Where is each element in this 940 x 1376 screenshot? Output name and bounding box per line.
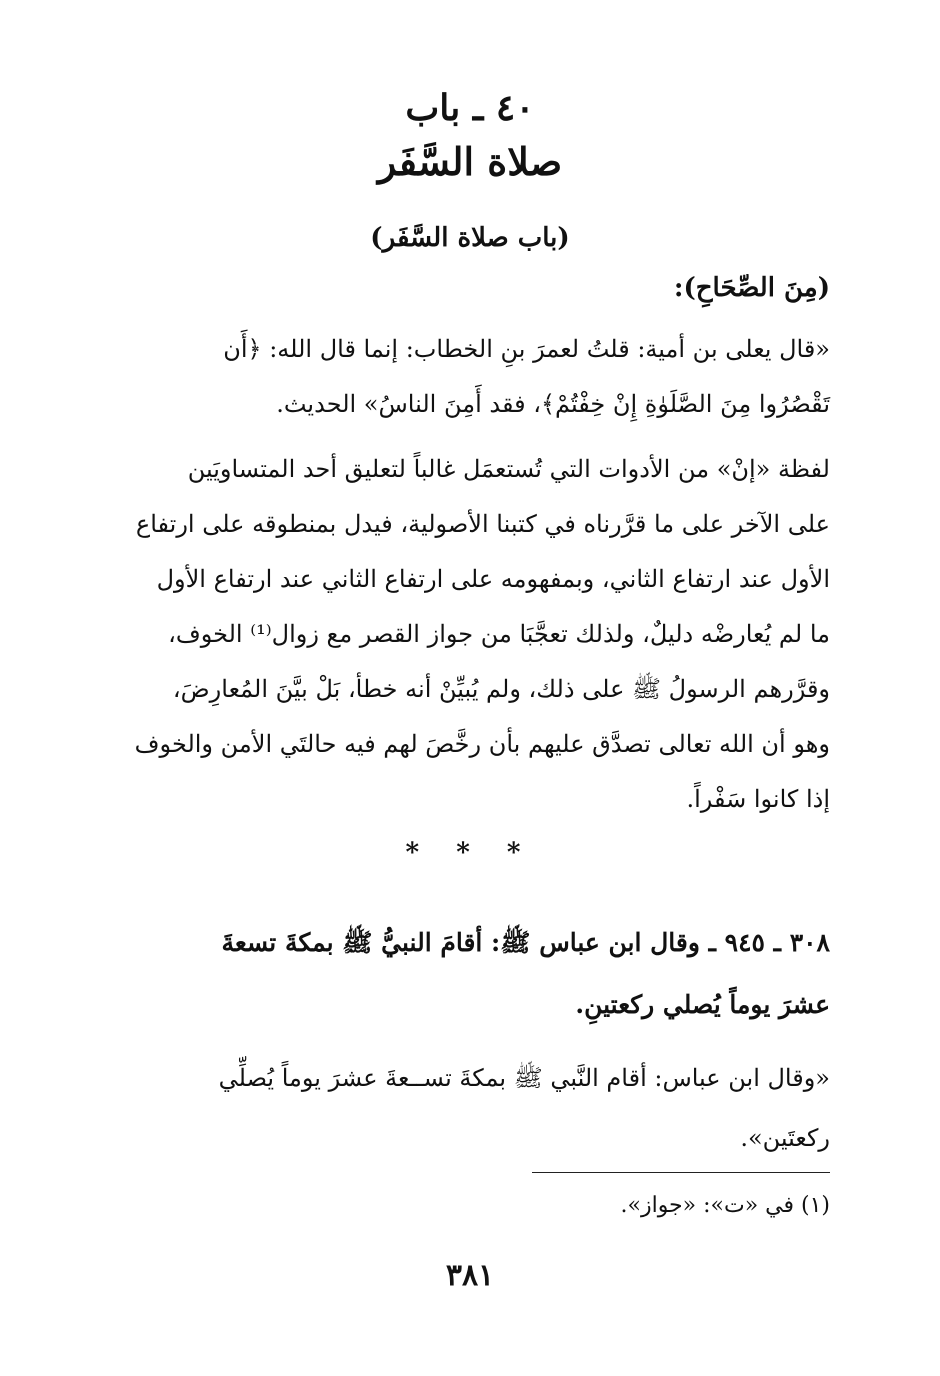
text-line: وقرَّرهم الرسولُ ﷺ على ذلك، ولم يُبيِّنْ أنه خطأ، بَلْ بيَّنَ المُعارِضَ، bbox=[172, 675, 830, 703]
text-line: الأول عند ارتفاع الثاني، وبمفهومه على ارتفاع الثاني عند ارتفاع الأول bbox=[156, 565, 830, 593]
footnote: (١) في «ت»: «جواز». bbox=[620, 1193, 830, 1218]
text-line: وهو أن الله تعالى تصدَّق عليهم بأن رخَّصَ لهم فيه حالتَي الأمن والخوف bbox=[134, 730, 830, 758]
chapter-title: صلاة السَّفَر bbox=[377, 139, 563, 184]
text-line: إذا كانوا سَفْراً. bbox=[686, 785, 830, 813]
chapter-number: ٤٠ ـ باب bbox=[405, 87, 535, 129]
commentary-paragraph bbox=[110, 442, 830, 827]
footnote-divider bbox=[532, 1172, 830, 1173]
text-line: تَقْصُرُوا مِنَ الصَّلَوٰةِ إِنْ خِفْتُمْ﴾، فقد أَمِنَ الناسُ» الحديث. bbox=[276, 390, 830, 418]
text-line: ما لم يُعارضْه دليلٌ، ولذلك تعجَّبَا من جواز القصر مع زوال⁽¹⁾ الخوف، bbox=[168, 620, 830, 648]
section-separator: * * * bbox=[405, 838, 535, 868]
text-line: ركعتَين». bbox=[740, 1124, 830, 1152]
text-line: «قال يعلى بن أمية: قلتُ لعمرَ بنِ الخطاب: إنما قال الله: ﴿أَن bbox=[223, 335, 830, 363]
page-number: ٣٨١ bbox=[445, 1258, 495, 1293]
text-line: عشرَ يوماً يُصلي ركعتينِ. bbox=[575, 990, 830, 1019]
text-line: على الآخر على ما قرَّرناه في كتبنا الأصولية، فيدل بمنطوقه على ارتفاع bbox=[135, 510, 830, 538]
chapter-subheading: (باب صلاة السَّفَر) bbox=[370, 223, 570, 253]
text-line: «وقال ابن عباس: أقام النَّبي ﷺ بمكةَ تســعةَ عشرَ يوماً يُصلِّي bbox=[218, 1064, 830, 1092]
section-label: (مِنَ الصِّحَاحِ): bbox=[673, 273, 830, 303]
hadith-quote bbox=[110, 1048, 830, 1168]
text-line: لفظة «إنْ» من الأدوات التي تُستعمَل غالباً لتعليق أحد المتساويَين bbox=[187, 455, 830, 483]
quoted-hadith-block bbox=[110, 322, 830, 432]
hadith-entry bbox=[110, 912, 830, 1036]
text-line: ٣٠٨ ـ ٩٤٥ ـ وقال ابن عباس ﷺ: أقامَ النبيُّ ﷺ بمكةَ تسعةَ bbox=[221, 928, 830, 957]
